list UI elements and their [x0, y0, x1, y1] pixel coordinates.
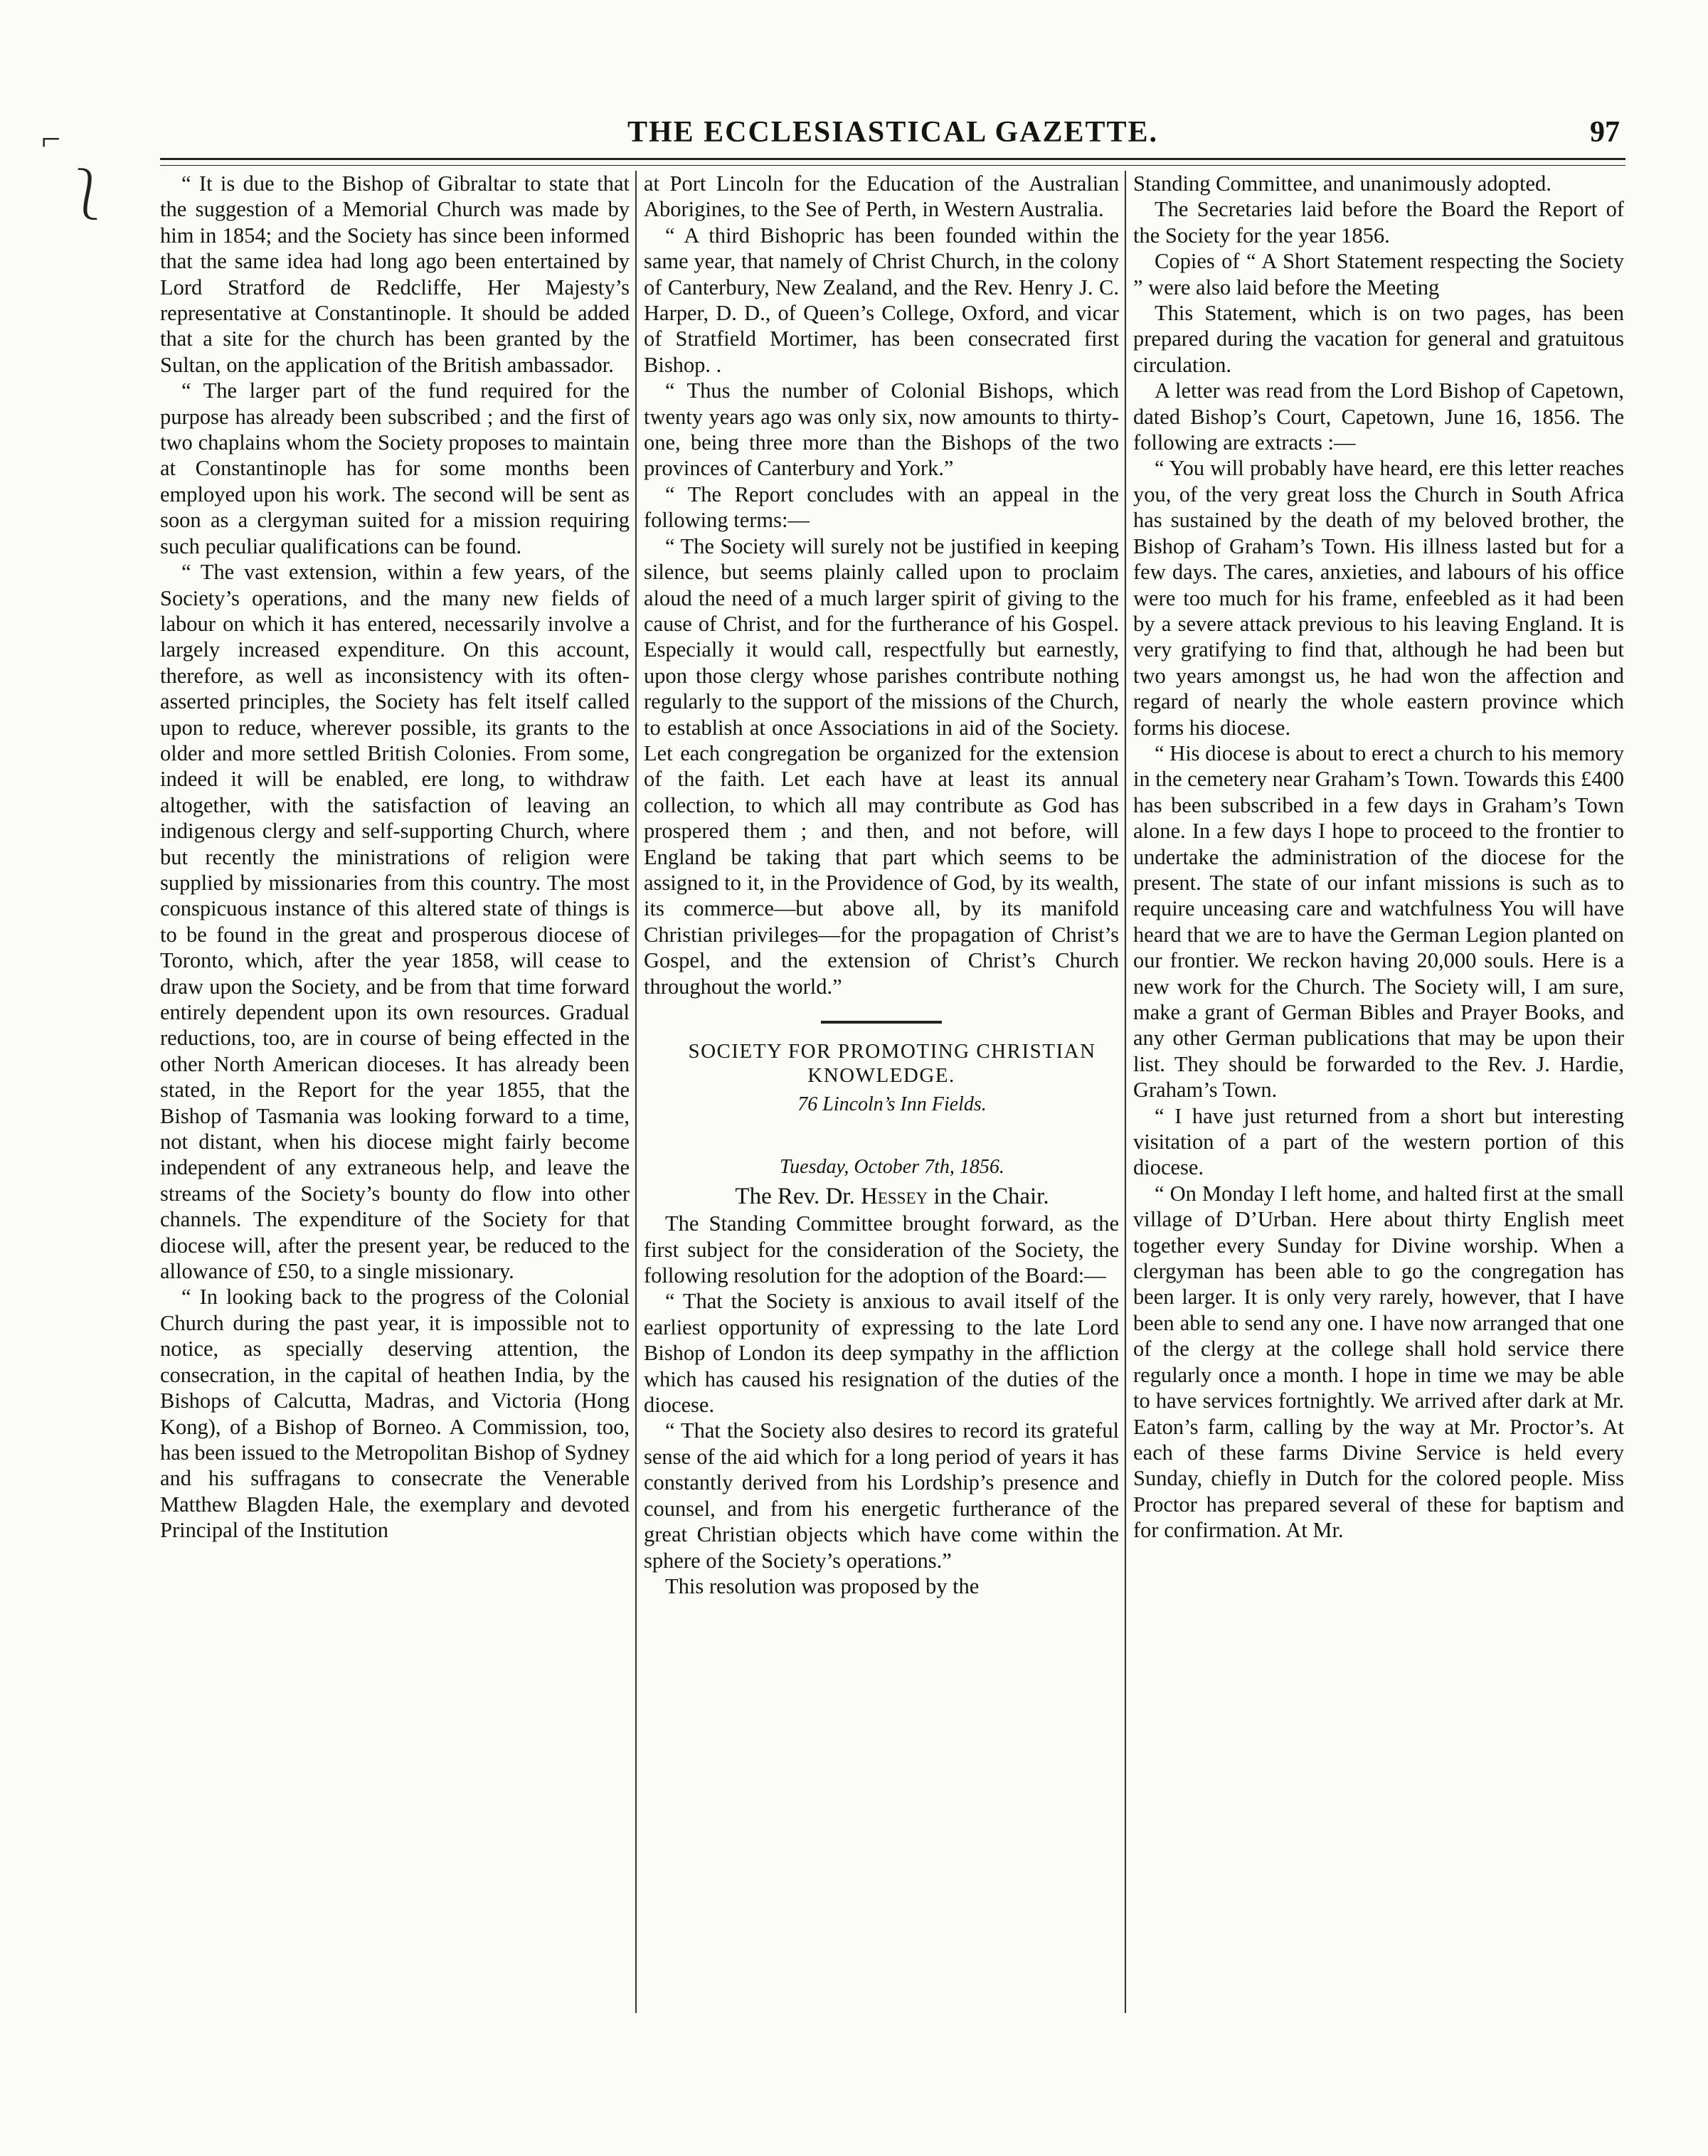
section-address: 76 Lincoln’s Inn Fields.: [797, 1093, 987, 1115]
paragraph: The Standing Committee brought forward, as the first subject for the consideration of the Society, the following resolution for the adoption of the Board:—: [644, 1211, 1119, 1288]
paragraph: “ Thus the number of Colonial Bishops, which twenty years ago was only six, now amounts to thirty-one, being three more than the Bishops of the two provinces of Canterbury and York.”: [644, 378, 1119, 481]
chair-suffix: in the Chair.: [928, 1183, 1049, 1209]
paragraph: “ His diocese is about to erect a church to his memory in the cemetery near Graham’s Town. Towards this £400 has been subscribed in a few days in Graham’s Town alone. In a few days I hope to proceed to the frontier to undertake the administration of the diocese for the present. The state of our infant missions is such as to require unceasing care and watchfulness You will have heard that we are to have the German Legion planted on our frontier. We reckon having 20,000 souls. Here is a new work for the Church. The Society will, I am sure, make a grant of German Bibles and Prayer Books, and any other German publications that may be upon their list. They should be forwarded to the Rev. J. Hardie, Graham’s Town.: [1133, 740, 1624, 1103]
paragraph: “ That the Society is anxious to avail itself of the earliest opportunity of expressing to the late Lord Bishop of London its deep sympathy in the affliction which has caused his resignation of the duties of the diocese.: [644, 1289, 1119, 1418]
header-rule: [160, 158, 1625, 160]
margin-brace-mark: ⎱: [63, 168, 112, 223]
page-number: 97: [1590, 116, 1620, 149]
column-3: [1133, 171, 1624, 2013]
paragraph: Copies of “ A Short Statement respecting the Society ” were also laid before the Meeting: [1133, 249, 1624, 299]
paragraph: “ I have just returned from a short but interesting visitation of a part of the western portion of this diocese.: [1133, 1103, 1624, 1180]
paragraph: The Secretaries laid before the Board the Report of the Society for the year 1856.: [1133, 197, 1624, 248]
chair-line: [644, 1184, 1119, 1209]
paragraph: Standing Committee, and unanimously adopted.: [1133, 171, 1551, 196]
column-divider: [635, 171, 637, 2013]
paragraph: “ The larger part of the fund required for the purpose has already been subscribed ; and the first of two chaplains whom the Society proposes to maintain at Constantinople has for some months been employed upon his work. The second will be sent as soon as a clergyman suited for a mission requiring such peculiar qualifications can be found.: [160, 378, 630, 558]
section-rule: [821, 1021, 942, 1024]
margin-bracket-mark: ⌐: [41, 120, 61, 158]
paragraph: “ That the Society also desires to record its grateful sense of the aid which for a long period of years it has constantly derived from his Lordship’s presence and counsel, and from his energetic furtherance of the great Christian objects which have come within the sphere of the Society’s operations.”: [644, 1418, 1119, 1573]
column-2: [644, 171, 1119, 2013]
paragraph: “ In looking back to the progress of the Colonial Church during the past year, it is impossible not to notice, as specially deserving attention, the consecration, in the capital of heathen India, by the Bishops of Calcutta, Madras, and Victoria (Hong Kong), of a Bishop of Borneo. A Commission, too, has been issued to the Metropolitan Bishop of Sydney and his suffragans to consecrate the Venerable Matthew Blagden Hale, the exemplary and devoted Principal of the Institution: [160, 1285, 630, 1543]
meeting-date: Tuesday, October 7th, 1856.: [780, 1156, 1004, 1179]
paragraph: This Statement, which is on two pages, has been prepared during the vacation for general and gratuitous circulation.: [1133, 301, 1624, 377]
paragraph: A letter was read from the Lord Bishop of Capetown, dated Bishop’s Court, Capetown, June 16, 1856. The following are extracts :—: [1133, 378, 1624, 455]
header-rule-thin: [160, 165, 1625, 166]
column-1: [160, 171, 630, 2013]
running-title: THE ECCLESIASTICAL GAZETTE.: [627, 116, 1159, 149]
paragraph: “ You will probably have heard, ere this letter reaches you, of the very great loss the Church in South Africa has sustained by the death of my beloved brother, the Bishop of Graham’s Town. His illness lasted but for a few days. The cares, anxieties, and labours of his office were too much for his frame, enfeebled as it had been by a severe attack previous to his leaving England. It is very gratifying to find that, although he had been but two years amongst us, he had won the affection and regard of nearly the whole eastern province which forms his diocese.: [1133, 456, 1624, 740]
paragraph: “ The vast extension, within a few years, of the Society’s operations, and the many new fields of labour on which it has entered, necessarily involve a largely increased expenditure. On this account, therefore, as well as inconsistency with its often-asserted principles, the Society has felt itself called upon to reduce, wherever possible, its grants to the older and more settled British Colonies. From some, indeed it will be enabled, ere long, to withdraw altogether, with the satisfaction of leaving an indigenous clergy and self-supporting Church, where but recently the ministrations of religion were supplied by missionaries from this country. The most conspicuous instance of this altered state of things is to be found in the great and prosperous diocese of Toronto, which, after the year 1858, will cease to draw upon the Society, and be from that time forward entirely dependent upon its own resources. Gradual reductions, too, are in course of being effected in the other North American dioceses. It has already been stated, in the Report for the year 1855, that the Bishop of Tasmania was looking forward to a time, not distant, when his diocese might fairly become independent of any extraneous help, and leave the streams of the Society’s bounty do flow into other channels. The expenditure of the Society for that diocese will, after the present year, be reduced to the allowance of £50, to a single missionary.: [160, 560, 630, 1284]
section-heading: SOCIETY FOR PROMOTING CHRISTIAN KNOWLEDGE.: [688, 1040, 1096, 1087]
column-divider: [1125, 171, 1126, 2013]
paragraph: “ On Monday I left home, and halted first at the small village of D’Urban. Here about thirty English meet together every Sunday for Divine worship. When a clergyman has been able to go the congregation has been larger. It is only very rarely, however, that I have been able to send any one. I have now arranged that one of the clergy at the college shall hold service there regularly once a month. I hope in time we may be able to have services fortnightly. We arrived after dark at Mr. Eaton’s farm, calling by the way at Mr. Proctor’s. At each of these farms Divine Service is held every Sunday, chiefly in Dutch for the colored people. Miss Proctor has prepared several of these for baptism and for confirmation. At Mr.: [1133, 1181, 1624, 1543]
running-head: [160, 114, 1625, 156]
paragraph: This resolution was proposed by the: [665, 1573, 980, 1598]
paragraph: at Port Lincoln for the Education of the Australian Aborigines, to the See of Perth, in Western Australia.: [644, 171, 1119, 222]
paragraph: “ The Society will surely not be justified in keeping silence, but seems plainly called upon to proclaim aloud the need of a much larger spirit of giving to the cause of Christ, and for the furtherance of his Gospel. Especially it would call, respectfully but earnestly, upon those clergy whose parishes contribute nothing regularly to the support of the missions of the Church, to establish at once Associations in aid of the Society. Let each congregation be organized for the extension of the faith. Let each have at least its annual collection, to which all may contribute as God has prospered them ; and then, and not before, will England be taking that part which seems to be assigned to it, in the Providence of God, by its wealth, its commerce—but above all, by its manifold Christian privileges—for the propagation of Christ’s Gospel, and the extension of Christ’s Church throughout the world.”: [644, 533, 1119, 999]
paragraph: “ It is due to the Bishop of Gibraltar to state that the suggestion of a Memorial Church was made by him in 1854; and the Society has since been informed that the same idea had long ago been entertained by Lord Stratford de Redcliffe, Her Majesty’s representative at Constantinople. It should be added that a site for the church has been granted by the Sultan, on the application of the British ambassador.: [160, 171, 630, 377]
chair-name: Hessey: [860, 1183, 928, 1209]
paragraph: “ A third Bishopric has been founded within the same year, that namely of Christ Church, in the colony of Canterbury, New Zealand, and the Rev. Henry J. C. Harper, D. D., of Queen’s College, Oxford, and vicar of Stratfield Mortimer, has been consecrated first Bishop. .: [644, 223, 1119, 377]
chair-prefix: The Rev. Dr.: [735, 1183, 861, 1209]
paragraph: “ The Report concludes with an appeal in the following terms:—: [644, 482, 1119, 533]
